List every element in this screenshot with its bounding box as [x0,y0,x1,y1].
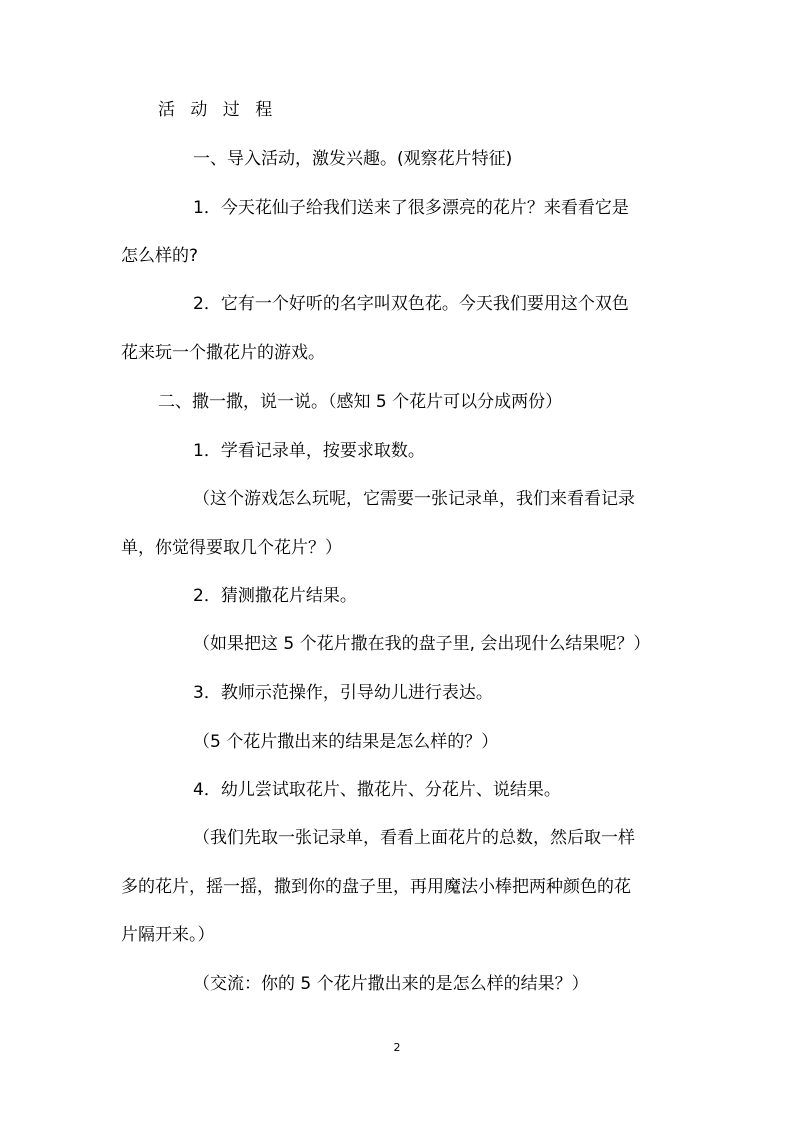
paragraph-line: 多的花片，摇一摇，撒到你的盘子里，再用魔法小棒把两种颜色的花 [121,877,631,897]
page-number: 2 [393,1041,401,1054]
section-heading-activity-process: 活 动 过 程 [158,100,278,120]
heading-part-one: 一、导入活动，激发兴趣。(观察花片特征) [193,149,513,169]
paragraph-line: 3．教师示范操作，引导幼儿进行表达。 [193,683,493,703]
paragraph-line: 花来玩一个撒花片的游戏。 [121,343,325,363]
paragraph-line: 4．幼儿尝试取花片、撒花片、分花片、说结果。 [193,780,561,800]
paragraph-line: （我们先取一张记录单，看看上面花片的总数，然后取一样 [193,828,635,848]
paragraph-line: （交流：你的 5 个花片撒出来的是怎么样的结果？） [193,974,589,994]
paragraph-line: （这个游戏怎么玩呢，它需要一张记录单，我们来看看记录 [193,489,635,509]
paragraph-line: 1．今天花仙子给我们送来了很多漂亮的花片？来看看它是 [193,198,629,218]
paragraph-line: 1．学看记录单，按要求取数。 [193,441,425,461]
paragraph-line: （如果把这 5 个花片撒在我的盘子里, 会出现什么结果呢？） [193,634,651,654]
paragraph-line: （5 个花片撒出来的结果是怎么样的？） [193,732,499,752]
heading-part-two: 二、撒一撒，说一说。（感知 5 个花片可以分成两份） [158,392,563,412]
paragraph-line: 2．它有一个好听的名字叫双色花。今天我们要用这个双色 [193,294,629,314]
paragraph-line: 2．猜测撒花片结果。 [193,586,357,606]
paragraph-line: 单，你觉得要取几个花片？） [121,538,342,558]
paragraph-line: 片隔开来。） [121,925,215,945]
paragraph-line: 怎么样的? [121,246,199,266]
